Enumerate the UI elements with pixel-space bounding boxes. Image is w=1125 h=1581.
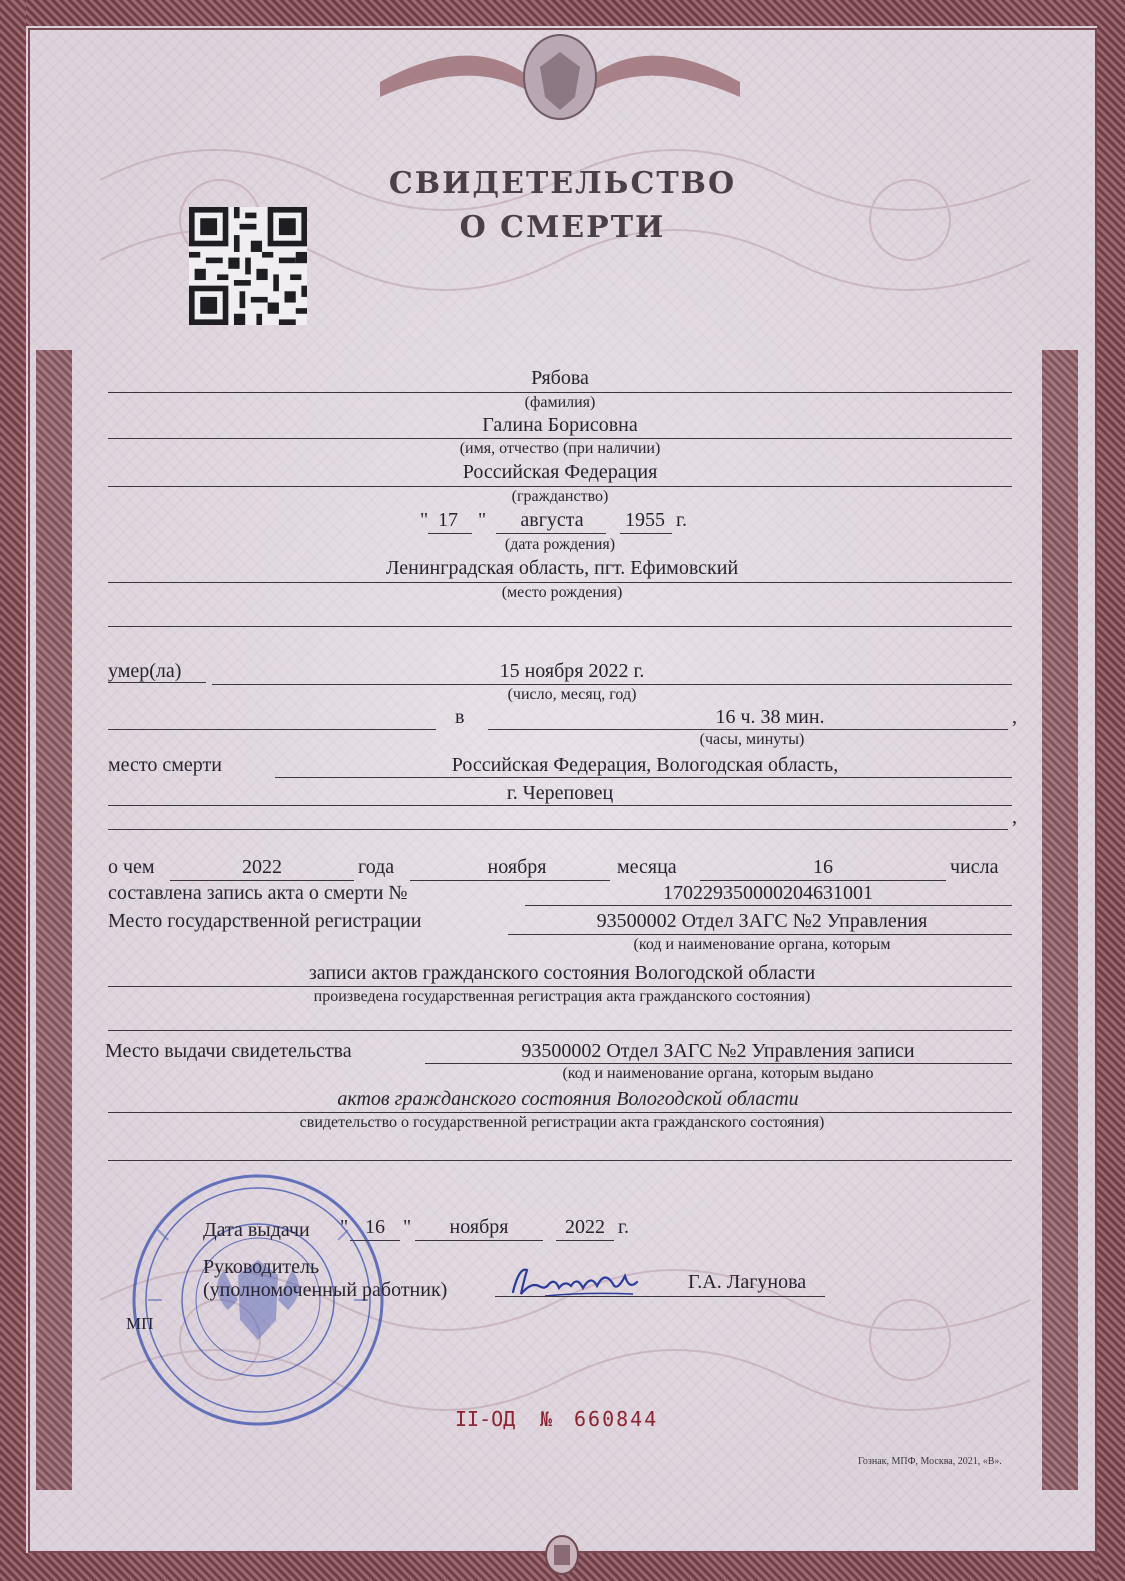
died-label: умер(ла) xyxy=(108,660,182,682)
reg-place-label: Место государственной регистрации xyxy=(108,910,422,932)
record-month-value: ноября xyxy=(487,856,547,878)
issue-day-quote-open: " xyxy=(340,1216,349,1238)
issue-month-value: ноября xyxy=(449,1216,509,1238)
birth-place-caption: (место рождения) xyxy=(501,584,623,601)
coat-of-arms-emblem xyxy=(380,22,740,122)
reg-place-value-line1: 93500002 Отдел ЗАГС №2 Управления xyxy=(596,910,928,932)
birth-day-quote-close: " xyxy=(478,509,487,531)
reg-place-underline2 xyxy=(108,986,1012,987)
death-place-underline1 xyxy=(275,777,1012,778)
issue-year-value: 2022 xyxy=(565,1216,605,1238)
birth-place-value: Ленинградская область, пгт. Ефимовский xyxy=(385,557,739,579)
issue-place-underline2 xyxy=(108,1112,1012,1113)
document-title-line2: О СМЕРТИ xyxy=(459,210,666,245)
death-place-underline2 xyxy=(108,805,1012,806)
blank-line-1 xyxy=(108,626,1012,627)
issue-day-line xyxy=(350,1240,400,1241)
record-about-label: о чем xyxy=(108,856,155,878)
death-place-line1: Российская Федерация, Вологодская область, xyxy=(451,754,839,776)
reg-place-underline1 xyxy=(508,934,1012,935)
birth-day-line xyxy=(428,533,472,534)
birth-day-quote-open: " xyxy=(420,509,429,531)
issue-day-value: 16 xyxy=(365,1216,385,1238)
bottom-emblem xyxy=(542,1533,582,1577)
act-number-label: составлена запись акта о смерти № xyxy=(108,882,408,904)
birth-month-line xyxy=(496,533,606,534)
stamp-place-label: МП xyxy=(126,1314,154,1333)
reg-place-caption1: (код и наименование органа, которым xyxy=(633,936,891,953)
death-place-comma: , xyxy=(1012,806,1017,828)
death-time-line xyxy=(488,729,1008,730)
surname-value: Рябова xyxy=(531,367,589,389)
act-number-line xyxy=(525,905,1012,906)
birth-day-value: 17 xyxy=(438,509,458,531)
death-time-in-label: в xyxy=(455,706,465,728)
reg-place-value-line2: записи актов гражданского состояния Вологодской области xyxy=(308,962,816,984)
birth-date-caption: (дата рождения) xyxy=(504,536,616,553)
issue-month-line xyxy=(415,1240,543,1241)
blank-line-2 xyxy=(108,1030,1012,1031)
name-caption: (имя, отчество (при наличии) xyxy=(459,440,661,457)
record-month-line xyxy=(410,880,610,881)
name-line xyxy=(108,438,1012,439)
record-year-value: 2022 xyxy=(242,856,282,878)
issue-place-label: Место выдачи свидетельства xyxy=(105,1040,352,1062)
issue-place-value-line1: 93500002 Отдел ЗАГС №2 Управления записи xyxy=(521,1040,915,1062)
issue-year-line xyxy=(556,1240,614,1241)
printer-imprint: Гознак, МПФ, Москва, 2021, «В». xyxy=(858,1456,1002,1467)
death-place-underline3 xyxy=(108,829,1008,830)
death-date-line xyxy=(212,684,1012,685)
head-label-line1: Руководитель xyxy=(203,1256,320,1278)
head-label-line2: (уполномоченный работник) xyxy=(203,1279,448,1301)
issue-date-label: Дата выдачи xyxy=(203,1219,310,1241)
death-place-label: место смерти xyxy=(108,754,222,776)
issue-place-value-line2: актов гражданского состояния Вологодской области xyxy=(337,1088,799,1110)
document-title-line1: СВИДЕТЕЛЬСТВО xyxy=(388,166,737,201)
citizenship-caption: (гражданство) xyxy=(511,488,609,505)
birth-year-line xyxy=(620,533,672,534)
record-day-line xyxy=(700,880,946,881)
citizenship-value: Российская Федерация xyxy=(462,461,658,483)
died-label-underline xyxy=(108,682,206,683)
head-signature-line xyxy=(495,1296,825,1297)
head-name-value: Г.А. Лагунова xyxy=(688,1271,807,1293)
surname-caption: (фамилия) xyxy=(524,394,596,411)
birth-year-suffix: г. xyxy=(676,509,687,531)
death-time-value: 16 ч. 38 мин. xyxy=(715,706,825,728)
issue-place-caption2: свидетельство о государственной регистрации акта гражданского состояния) xyxy=(299,1114,825,1131)
record-month-label: месяца xyxy=(617,856,677,878)
blank-line-3 xyxy=(108,1160,1012,1161)
record-day-value: 16 xyxy=(813,856,833,878)
record-year-line xyxy=(170,880,354,881)
form-number: 660844 xyxy=(574,1407,659,1431)
death-time-left-line xyxy=(108,729,436,730)
record-year-label: года xyxy=(358,856,395,878)
form-series: II-ОД xyxy=(455,1407,516,1431)
issue-year-suffix: г. xyxy=(618,1216,629,1238)
death-date-value: 15 ноября 2022 г. xyxy=(499,660,645,682)
surname-line xyxy=(108,392,1012,393)
death-place-line2: г. Череповец xyxy=(506,782,614,804)
death-time-caption: (часы, минуты) xyxy=(699,731,805,748)
citizenship-line xyxy=(108,486,1012,487)
death-date-caption: (число, месяц, год) xyxy=(507,686,637,703)
death-time-comma: , xyxy=(1012,706,1017,728)
name-value: Галина Борисовна xyxy=(482,414,638,436)
issue-place-caption1: (код и наименование органа, которым выдано xyxy=(562,1065,874,1082)
birth-month-value: августа xyxy=(520,509,584,531)
issue-place-underline1 xyxy=(425,1063,1012,1064)
form-number-sign: № xyxy=(540,1407,553,1431)
birth-year-value: 1955 xyxy=(625,509,665,531)
reg-place-caption2: произведена государственная регистрация акта гражданского состояния) xyxy=(313,988,811,1005)
birth-place-line xyxy=(108,582,1012,583)
issue-day-quote-close: " xyxy=(403,1216,412,1238)
act-number-value: 170229350000204631001 xyxy=(663,882,873,904)
record-day-label: числа xyxy=(950,856,999,878)
